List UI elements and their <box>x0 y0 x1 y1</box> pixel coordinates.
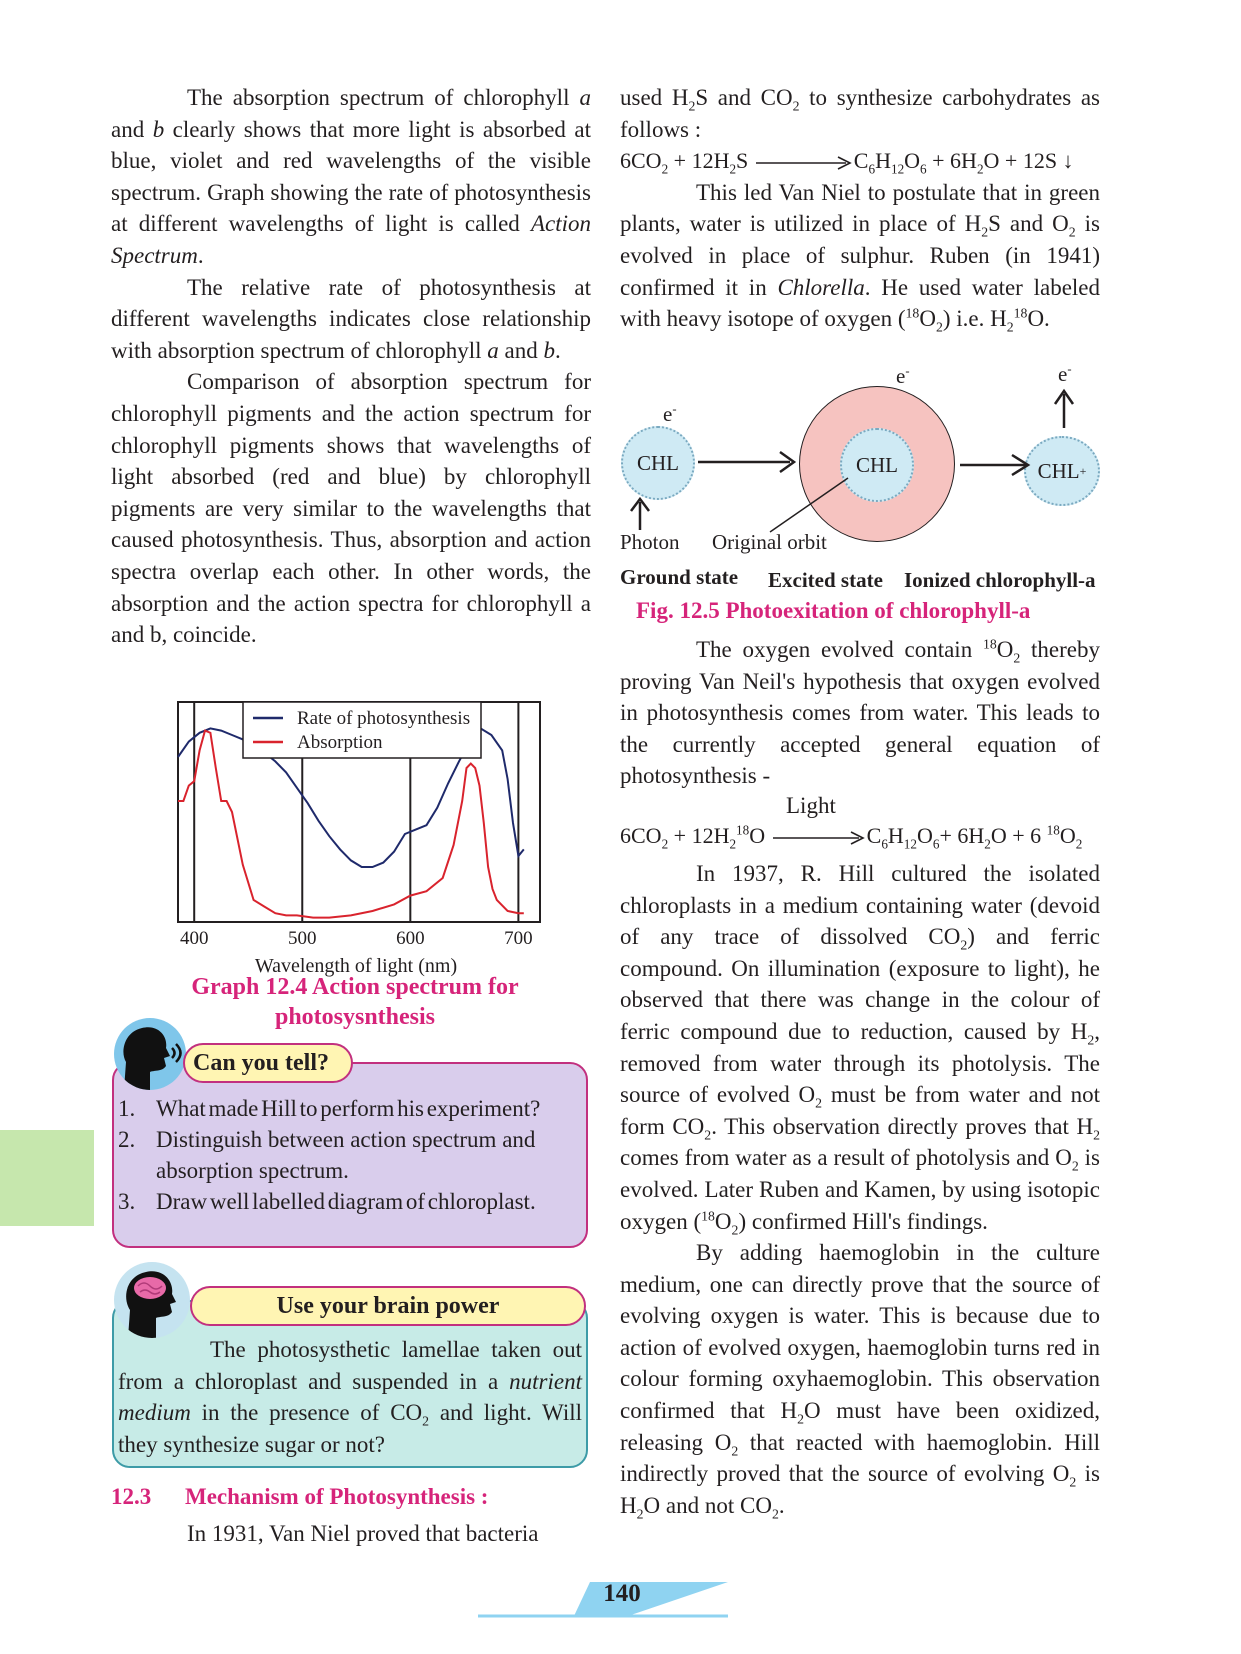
graph-caption <box>120 972 590 1032</box>
paragraph-van-niel-intro: used $H_2S$ and $CO_2$ to synthesize carbohydrates as follows : <box>620 85 1100 142</box>
paragraph-haemoglobin: By adding haemoglobin in the culture medium, one can directly prove that the source of evolving oxygen is water. This is because due to action of evolved oxygen, haemoglobin turns red in colour forming oxyhaemoglobin. This observation confirmed that $H_2O$ must have been oxidized, releasing $O_2$ that reacted with haemoglobin. Hill indirectly proved that the source of evolving $O_2$ is $H_2O$ and not $CO_2$. <box>620 1240 1100 1522</box>
can-you-tell-title <box>183 1043 353 1083</box>
page-number: 140 <box>603 1580 641 1607</box>
paragraph-relative-rate: The relative rate of photosynthesis at different wavelengths indicates close relationship with absorption spectrum of chlorophyll a and b. <box>111 274 591 363</box>
paragraph-hill: In 1937, R. Hill cultured the isolated chloroplasts in a medium containing water (devoid of any trace of dissolved $CO_2$) and ferric compound. On illumination (exposure to light), he observed that there was change in the colour of ferric compound due to reduction, caused by $H_2$, removed from water through its photolysis. The source of evolved $O_2$ must be from water and not form $CO_2$. This observation directly proves that $H_2$ comes from water as a result of photolysis and $O_2$ is evolved. Later Ruben and Kamen, by using isotopic oxygen $(^{18}O_2)$ confirmed Hill's findings. <box>620 860 1100 1238</box>
list-item: 3. Draw well labelled diagram of chloroplast. <box>118 1189 536 1214</box>
brain-power-text: The photosysthetic lamellae taken out from a chloroplast and suspended in a nutrient medium in the presence of $CO_2$ and light. Will they synthesize sugar or not? <box>118 1337 583 1457</box>
legend-label: Absorption <box>297 732 383 753</box>
electron-label-top-center: e- <box>896 364 910 388</box>
section-number: 12.3 <box>111 1484 152 1509</box>
page-number-tab <box>478 1578 728 1618</box>
arrow-up-icon <box>631 391 1073 530</box>
chl-excited: CHL <box>840 428 914 502</box>
orbit-pointer <box>770 478 848 532</box>
right-column-top <box>620 82 1100 335</box>
list-item: 2. Distinguish between action spectrum and absorption spectrum. <box>118 1127 536 1183</box>
speaking-head-icon <box>114 1018 186 1090</box>
legend-label: Rate of photosynthesis <box>297 708 471 729</box>
light-label: Light <box>786 792 836 818</box>
chl-ground: CHL <box>621 426 695 500</box>
brain-power-label: Use your brain power <box>276 1293 500 1319</box>
x-tick-label: 700 <box>504 928 533 949</box>
excited-state-label: Excited state <box>768 568 883 592</box>
action-spectrum-chart <box>170 700 550 980</box>
section-title: Mechanism of Photosynthesis : <box>185 1484 489 1509</box>
equation-bacteria: $6CO_2 + 12H_2S$ $C_6H_{12}O_6 + 6H_2O + 12S$ ↓ <box>620 148 1074 177</box>
orbit-label: Original orbit <box>712 530 827 554</box>
ground-state-label: Ground state <box>620 565 739 589</box>
figure-caption: Fig. 12.5 Photoexitation of chlorophyll-a <box>636 598 1031 623</box>
paragraph-absorption: The absorption spectrum of chlorophyll a and b clearly shows that more light is absorbed at blue, violet and red wavelengths of the visible spectrum. Graph showing the rate of photosynthesis at different wavelengths of light is called Action Spectrum. <box>111 85 591 268</box>
can-you-tell-list <box>118 1093 582 1217</box>
list-item: 1. What made Hill to perform his experiment? <box>118 1096 541 1121</box>
electron-label-top-right: e- <box>1058 362 1072 386</box>
left-column <box>111 82 591 651</box>
chl-ionized: CHL + <box>1024 436 1100 506</box>
x-axis-label: Wavelength of light (nm) <box>254 955 458 977</box>
arrow-right-icon <box>698 452 1028 475</box>
section-intro: In 1931, Van Niel proved that bacteria <box>187 1521 539 1546</box>
side-tab <box>0 1130 94 1226</box>
equation-general: Light $6CO_2 + 12H_2^{18}O$ $C_6H_{12}O_6+ 6H_2O + 6$ $^{18}O_2$ <box>620 792 1100 854</box>
photon-label: Photon <box>620 530 680 554</box>
x-tick-label: 500 <box>288 928 317 949</box>
brain-head-icon <box>114 1262 190 1338</box>
paragraph-van-niel: This led Van Niel to postulate that in green plants, water is utilized in place of $H_2S$ and $O_2$ is evolved in place of sulphur. Ruben (in 1941) confirmed it in Chlorella. He used water labeled with heavy isotope of oxygen $(^{18}O_2)$ i.e. $H_2^{18}O$. <box>620 179 1100 335</box>
brain-power-title <box>190 1286 586 1326</box>
electron-label-left: e- <box>663 402 677 426</box>
ionized-state-label: Ionized chlorophyll-a <box>904 568 1096 592</box>
paragraph-oxygen: The oxygen evolved contain $^{18}O_2$ thereby proving Van Neil's hypothesis that oxygen evolved in photosynthesis comes from water. This leads to the currently accepted general equation of photosynthesis - <box>620 636 1100 789</box>
graph-caption-line1: Graph 12.4 Action spectrum for <box>191 974 519 1000</box>
section-heading <box>111 1484 488 1510</box>
figure-arrows <box>620 380 1100 550</box>
paragraph-comparison: Comparison of absorption spectrum for chlorophyll pigments and the action spectrum for chlorophyll pigments shows that wavelengths of light absorbed (red and blue) by chlorophyll pigments are very similar to the wavelengths that caused photosynthesis. Thus, absorption and action spectra overlap each other. In other words, the absorption and the action spectra for chlorophyll a and b, coincide. <box>111 369 591 648</box>
x-tick-label: 400 <box>179 928 209 949</box>
graph-caption-line2: photosysnthesis <box>274 1004 436 1030</box>
x-tick-label: 600 <box>396 928 425 949</box>
right-column-bottom <box>620 634 1100 1521</box>
can-you-tell-label: Can you tell? <box>193 1050 330 1076</box>
